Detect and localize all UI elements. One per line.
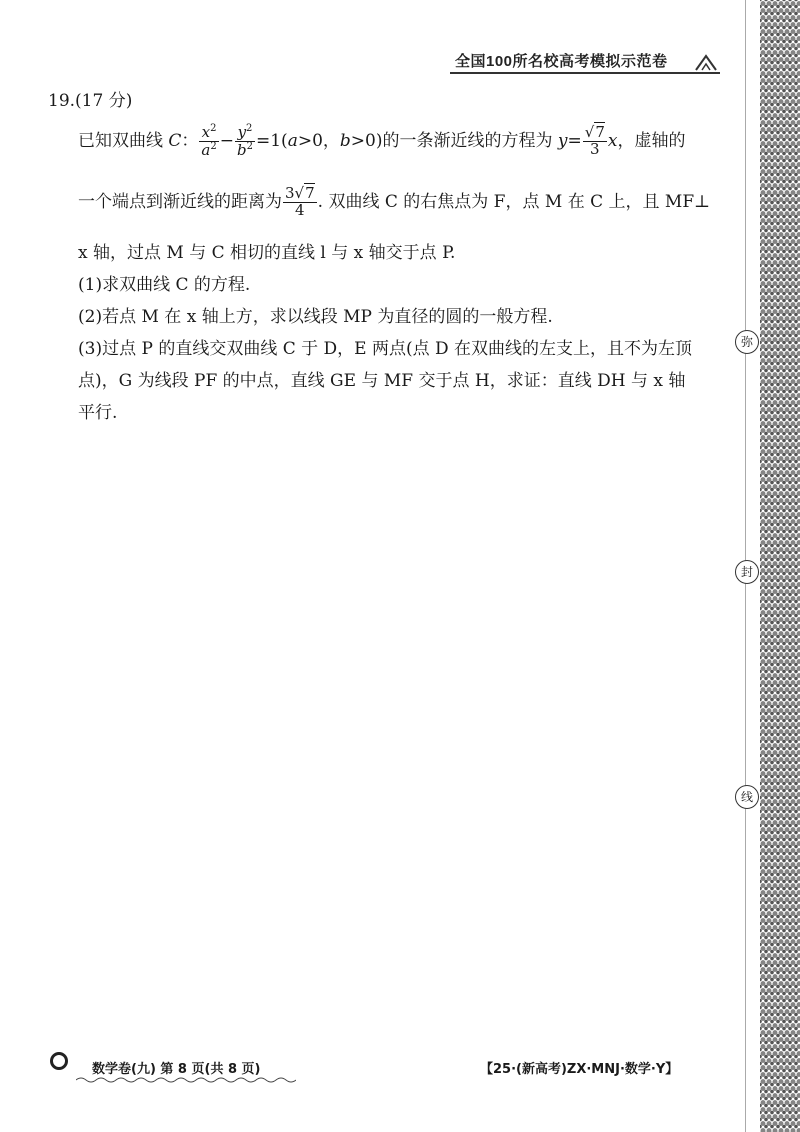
header-title: 全国100所名校高考模拟示范卷 [455, 53, 668, 70]
header-mark-icon [694, 50, 718, 72]
footer-wave-decoration [76, 1076, 296, 1084]
header-rule [450, 72, 720, 74]
question-stem-line1: 已知双曲线 C： $\frac{x^2}{a^2}$ − $\frac{y^2}{b^2}$ =1(a>0，b>0)的一条渐近线的方程为 y= $\frac{√7}{3}$ x，虚轴的 [78, 123, 686, 159]
part-2: (2)若点 M 在 x 轴上方，求以线段 MP 为直径的圆的一般方程. [78, 307, 553, 327]
seal-xian: 线 [735, 785, 759, 809]
seal-mi: 弥 [735, 330, 759, 354]
footer-page-info: 数学卷(九) 第 8 页(共 8 页) [92, 1062, 261, 1077]
seal-feng: 封 [735, 560, 759, 584]
footer-logo-icon [50, 1052, 68, 1070]
question-number: 19.(17 分) [48, 91, 133, 111]
binding-margin-dots [760, 0, 800, 1132]
part-3-line2: 点)，G 为线段 PF 的中点，直线 GE 与 MF 交于点 H，求证：直线 DH 与 x 轴 [78, 371, 686, 391]
part-3-line1: (3)过点 P 的直线交双曲线 C 于 D，E 两点(点 D 在双曲线的左支上，且不为左顶 [78, 339, 693, 359]
footer-code: 【25·(新高考)ZX·MNJ·数学·Y】 [480, 1062, 679, 1077]
part-1: (1)求双曲线 C 的方程. [78, 275, 251, 295]
question-stem-line3: x 轴，过点 M 与 C 相切的直线 l 与 x 轴交于点 P. [78, 243, 456, 263]
question-stem-line2: 一个端点到渐近线的距离为 $\frac{3√7}{4}$ . 双曲线 C 的右焦点为 F，点 M 在 C 上，且 MF⊥ [78, 184, 711, 219]
part-3-line3: 平行. [78, 403, 118, 423]
